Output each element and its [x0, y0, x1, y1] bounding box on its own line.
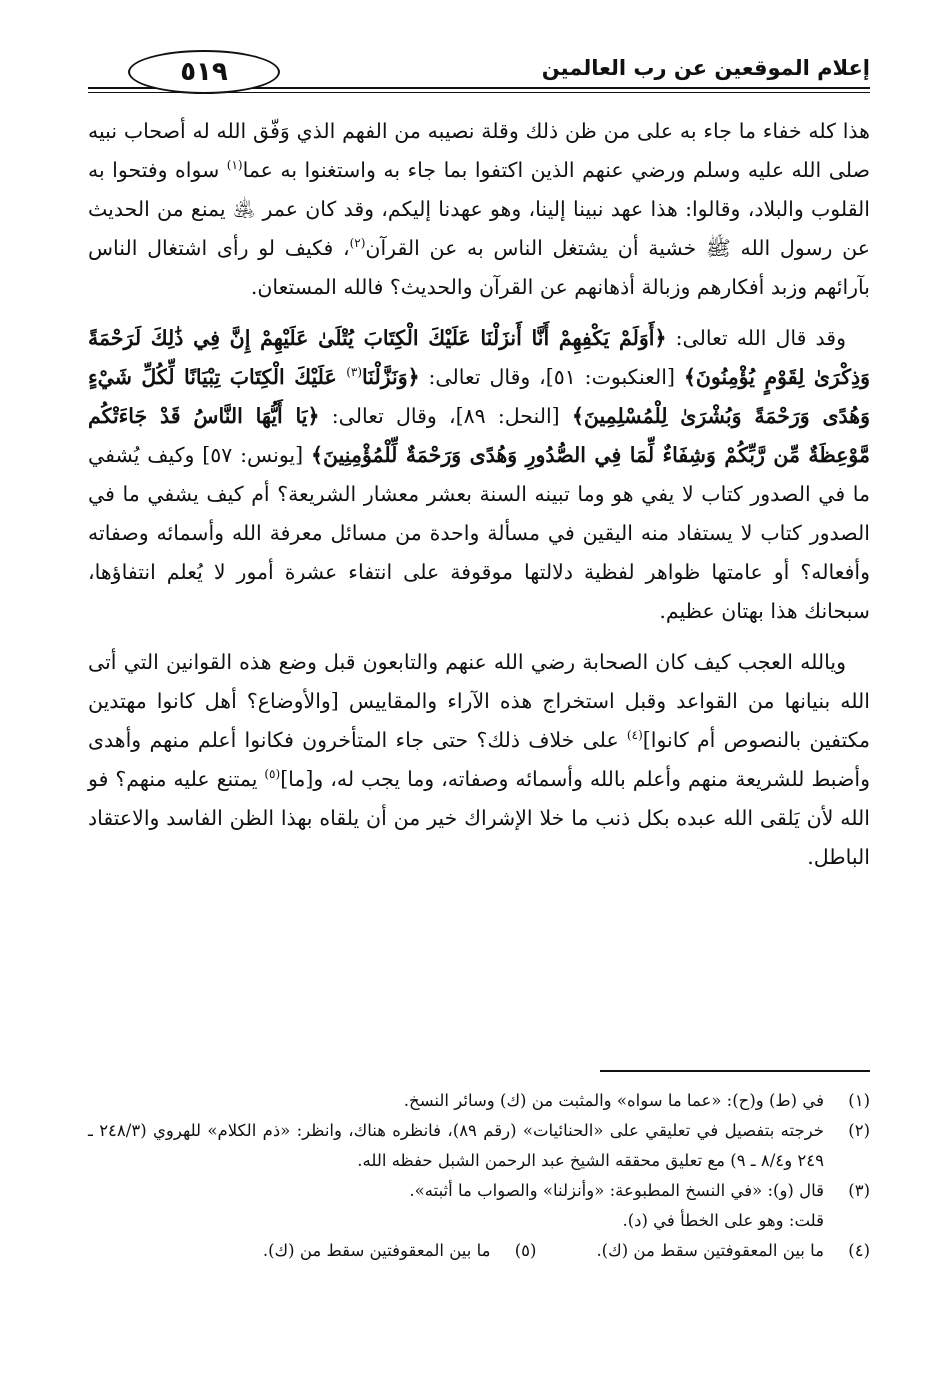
quran-verse-3: ﴿يَا أَيُّهَا النَّاسُ قَدْ جَاءَتْكُم مَّوْعِظَةٌ مِّن رَّبِّكُمْ وَشِفَاءٌ لِّمَا فِي الصُّدُورِ وَهُدًى وَرَحْمَةٌ لِّلْمُؤْمِنِينَ﴾ — [88, 404, 871, 467]
footnote-divider — [600, 1070, 870, 1072]
footnote-4: (٤) ما بين المعقوفتين سقط من (ك). — [596, 1241, 870, 1260]
footnotes-4-5 — [88, 1236, 870, 1266]
running-header — [88, 48, 870, 98]
footnote-5: (٥) ما بين المعقوفتين سقط من (ك). — [262, 1241, 537, 1260]
footnote-ref-4[interactable]: (٤) — [626, 728, 643, 743]
quran-verse-2: ﴿وَنَزَّلْنَا — [362, 365, 420, 389]
footnote-3: (٣) قال (و): «في النسخ المطبوعة: «وأنزلنا» والصواب ما أثبته». — [409, 1181, 870, 1200]
paragraph-1: هذا كله خفاء ما جاء به على من ظن ذلك وقلة نصيبه من الفهم الذي وَفّق الله له أصحاب نبيه صلى الله عليه وسلم ورضي عنهم الذين اكتفوا بما جاء به واستغنوا به عما$^{(١)}$ سواه وفتحوا به القلوب والبلاد، وقالوا: هذا عهد نبينا إلينا، وهو عهدنا إليكم، وقد كان عمر ﵁ يمنع من الحديث عن رسول الله ﷺ خشية أن يشتغل الناس به عن القرآن$^{(٢)}$، فكيف لو رأى اشتغال الناس بآرائهم وزبد أفكارهم وزبالة أذهانهم عن القرآن والحديث؟ فالله المستعان. — [88, 119, 871, 299]
footnote-ref-5[interactable]: (٥) — [264, 767, 281, 782]
book-title: إعلام الموقعين عن رب العالمين — [541, 56, 870, 80]
paragraph-2: وقد قال الله تعالى: ﴿أَوَلَمْ يَكْفِهِمْ أَنَّا أَنزَلْنَا عَلَيْكَ الْكِتَابَ يُتْلَىٰ عَلَيْهِمْ إِنَّ فِي ذَٰلِكَ لَرَحْمَةً وَذِكْرَىٰ لِقَوْمٍ يُؤْمِنُونَ﴾ [العنكبوت: ٥١]، وقال تعالى: ﴿وَنَزَّلْنَا$^{(٣)}$ عَلَيْكَ الْكِتَابَ تِبْيَانًا لِّكُلِّ شَيْءٍ وَهُدًى وَرَحْمَةً وَبُشْرَىٰ لِلْمُسْلِمِينَ﴾ [النحل: ٨٩]، وقال تعالى: ﴿يَا أَيُّهَا النَّاسُ قَدْ جَاءَتْكُم مَّوْعِظَةٌ مِّن رَّبِّكُمْ وَشِفَاءٌ لِّمَا فِي الصُّدُورِ وَهُدًى وَرَحْمَةٌ لِّلْمُؤْمِنِينَ﴾ [يونس: ٥٧] وكيف يُشفي ما في الصدور كتاب لا يفي هو وما تبينه السنة بعشر معشار الشريعة؟ أم كيف يشفي ما في الصدور كتاب لا يستفاد منه اليقين في مسألة واحدة من مسائل معرفة الله وأسمائه وصفاته وأفعاله؟ أو عامتها ظواهر لفظية دلالتها موقوفة على انتفاء عشرة أمور لا يُعلم انتفاؤها، سبحانك هذا بهتان عظيم. — [88, 326, 871, 623]
footnote-3-continuation: قلت: وهو على الخطأ في (د). — [622, 1211, 824, 1230]
footnote-2: (٢) خرجته بتفصيل في تعليقي على «الحنائيات» (رقم ٨٩)، فانظره هناك، وانظر: «ذم الكلام» للهروي (٢٤٨/٣ ـ ٢٤٩ و٨/٤ ـ ٩) مع تعليق محققه الشيخ عبد الرحمن الشبل حفظه الله. — [88, 1121, 870, 1170]
footnote-ref-1[interactable]: (١) — [226, 158, 243, 173]
footnotes — [88, 1086, 870, 1266]
footnote-ref-3[interactable]: (٣) — [346, 365, 363, 380]
footnote-1: (١) في (ط) و(ح): «عما ما سواه» والمثبت من (ك) وسائر النسخ. — [403, 1091, 870, 1110]
quran-verse-1: ﴿أَوَلَمْ يَكْفِهِمْ أَنَّا أَنزَلْنَا عَلَيْكَ الْكِتَابَ يُتْلَىٰ عَلَيْهِمْ إِنَّ فِي ذَٰلِكَ لَرَحْمَةً وَذِكْرَىٰ لِقَوْمٍ يُؤْمِنُونَ﴾ — [88, 326, 870, 389]
main-text — [88, 112, 870, 877]
footnote-ref-2[interactable]: (٢) — [349, 236, 366, 251]
paragraph-3: ويالله العجب كيف كان الصحابة رضي الله عنهم والتابعون قبل وضع هذه القوانين التي أتى الله بنيانها من القواعد وقبل استخراج هذه الآراء والمقاييس [والأوضاع؟ أهل كانوا مهتدين مكتفين بالنصوص أم كانوا]$^{(٤)}$ على خلاف ذلك؟ حتى جاء المتأخرون فكانوا أعلم منهم وأهدى وأضبط للشريعة منهم وأعلم بالله وأسمائه وصفاته، وما يجب له، و[ما]$^{(٥)}$ يمتنع عليه منهم؟ فو الله لأن يَلقى الله عبده بكل ذنب ما خلا الإشراك خير من أن يلقاه بهذا الظن الفاسد والاعتقاد الباطل. — [88, 650, 870, 869]
page-number: ٥١٩ — [128, 50, 280, 94]
